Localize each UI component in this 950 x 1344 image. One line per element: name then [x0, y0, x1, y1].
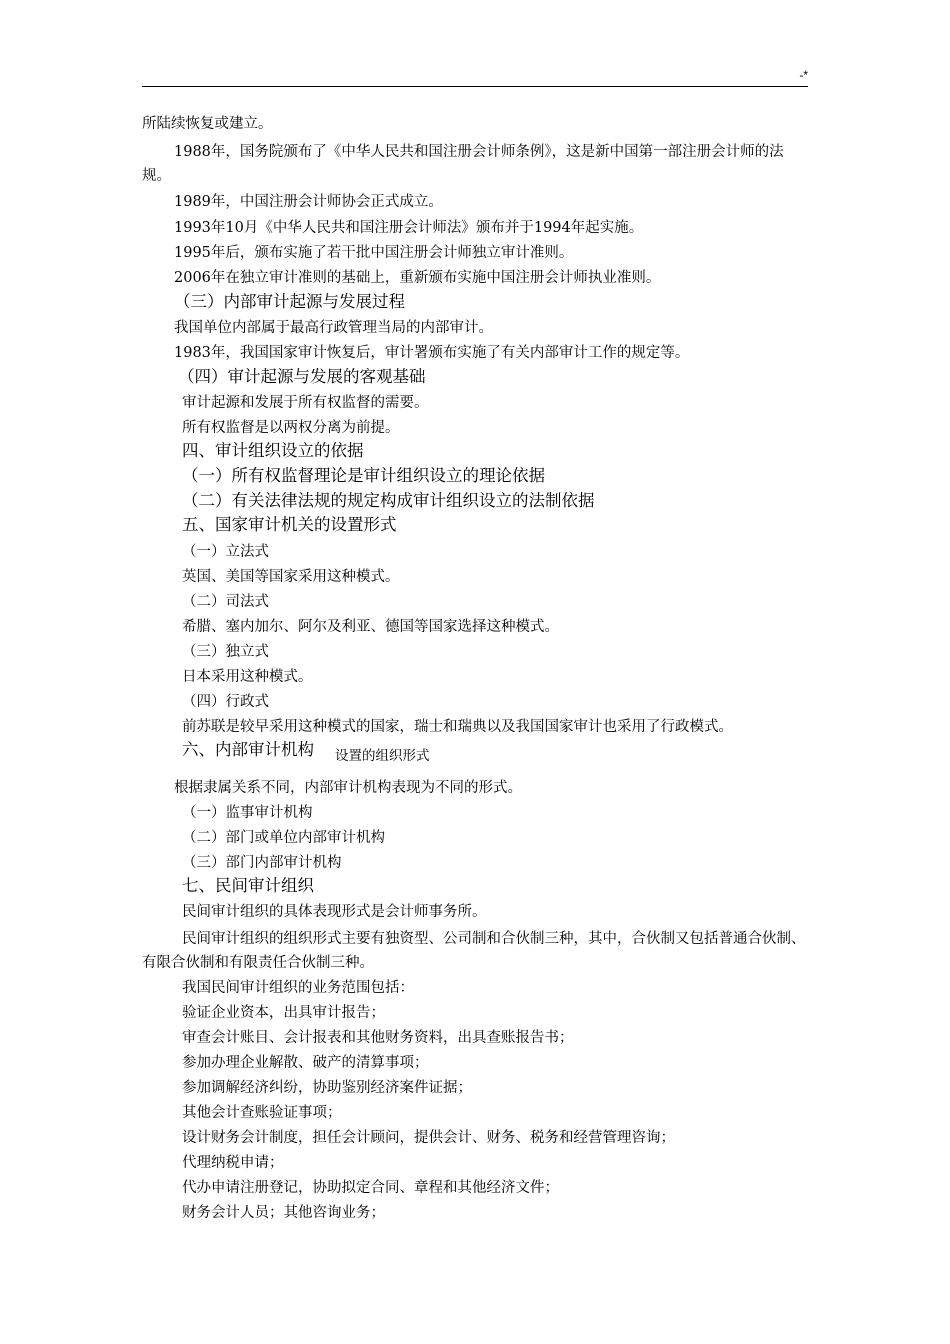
text-line: 日本采用这种模式。	[182, 669, 313, 685]
section-heading: （二）有关法律法规的规定构成审计组织设立的法制依据	[182, 491, 595, 510]
text-line: 所有权监督是以两权分离为前提。	[182, 420, 400, 436]
text-line: 希腊、塞内加尔、阿尔及利亚、德国等国家选择这种模式。	[182, 619, 559, 635]
section-heading: （三）内部审计起源与发展过程	[174, 292, 405, 311]
text-line: 我国单位内部属于最高行政管理当局的内部审计。	[174, 320, 493, 336]
paragraph: 1988年，国务院颁布了《中华人民共和国注册会计师条例》，这是新中国第一部注册会计师的法规。	[142, 144, 784, 184]
text-line: 代办申请注册登记，协助拟定合同、章程和其他经济文件；	[182, 1180, 559, 1196]
header-mark: -*	[799, 68, 808, 82]
header-rule	[142, 86, 808, 87]
text-line: 财务会计人员；其他咨询业务；	[182, 1205, 385, 1221]
text-line: 民间审计组织的具体表现形式是会计师事务所。	[182, 904, 487, 920]
text-line: 审计起源和发展于所有权监督的需要。	[182, 395, 429, 411]
section-heading: （一）所有权监督理论是审计组织设立的理论依据	[182, 466, 545, 485]
section-heading: 六、内部审计机构	[182, 740, 314, 759]
text-line: 英国、美国等国家采用这种模式。	[182, 569, 400, 585]
text-line: 设计财务会计制度，担任会计顾问，提供会计、财务、税务和经营管理咨询；	[182, 1130, 675, 1146]
text-line: 参加办理企业解散、破产的清算事项；	[182, 1055, 429, 1071]
text-line: （二）司法式	[182, 594, 269, 610]
text-line: （三）部门内部审计机构	[182, 855, 342, 871]
text-line: 其他会计查账验证事项；	[182, 1105, 342, 1121]
text-line: 2006年在独立审计准则的基础上，重新颁布实施中国注册会计师执业准则。	[174, 270, 661, 286]
text-line: 验证企业资本，出具审计报告；	[182, 1005, 385, 1021]
text-line: （三）独立式	[182, 644, 269, 660]
section-heading: 四、审计组织设立的依据	[182, 441, 364, 460]
paragraph: 民间审计组织的组织形式主要有独资型、公司制和合伙制三种，其中，合伙制又包括普通合伙制、有限合伙制和有限责任合伙制三种。	[142, 931, 806, 971]
text-line: 参加调解经济纠纷，协助鉴别经济案件证据；	[182, 1080, 472, 1096]
text-line: （二）部门或单位内部审计机构	[182, 830, 385, 846]
text-line: 1995年后，颁布实施了若干批中国注册会计师独立审计准则。	[174, 245, 574, 261]
section-heading: （四）审计起源与发展的客观基础	[178, 367, 426, 386]
section-heading: 五、国家审计机关的设置形式	[182, 515, 397, 534]
section-heading: 七、民间审计组织	[182, 876, 314, 895]
text-line: 根据隶属关系不同，内部审计机构表现为不同的形式。	[174, 780, 522, 796]
text-line: 1989年，中国注册会计师协会正式成立。	[174, 194, 443, 210]
text-line: 1993年10月《中华人民共和国注册会计师法》颁布并于1994年起实施。	[174, 220, 644, 236]
text-line: 我国民间审计组织的业务范围包括：	[182, 980, 414, 996]
text-line: 所陆续恢复或建立。	[142, 116, 273, 132]
text-line: （四）行政式	[182, 694, 269, 710]
text-line: 1983年，我国国家审计恢复后，审计署颁布实施了有关内部审计工作的规定等。	[174, 345, 690, 361]
heading-suffix: 设置的组织形式	[335, 748, 430, 763]
text-line: 代理纳税申请；	[182, 1155, 284, 1171]
text-line: （一）监事审计机构	[182, 805, 313, 821]
text-line: （一）立法式	[182, 544, 269, 560]
text-line: 前苏联是较早采用这种模式的国家，瑞士和瑞典以及我国国家审计也采用了行政模式。	[182, 719, 733, 735]
text-line: 审查会计账目、会计报表和其他财务资料，出具查账报告书；	[182, 1030, 574, 1046]
